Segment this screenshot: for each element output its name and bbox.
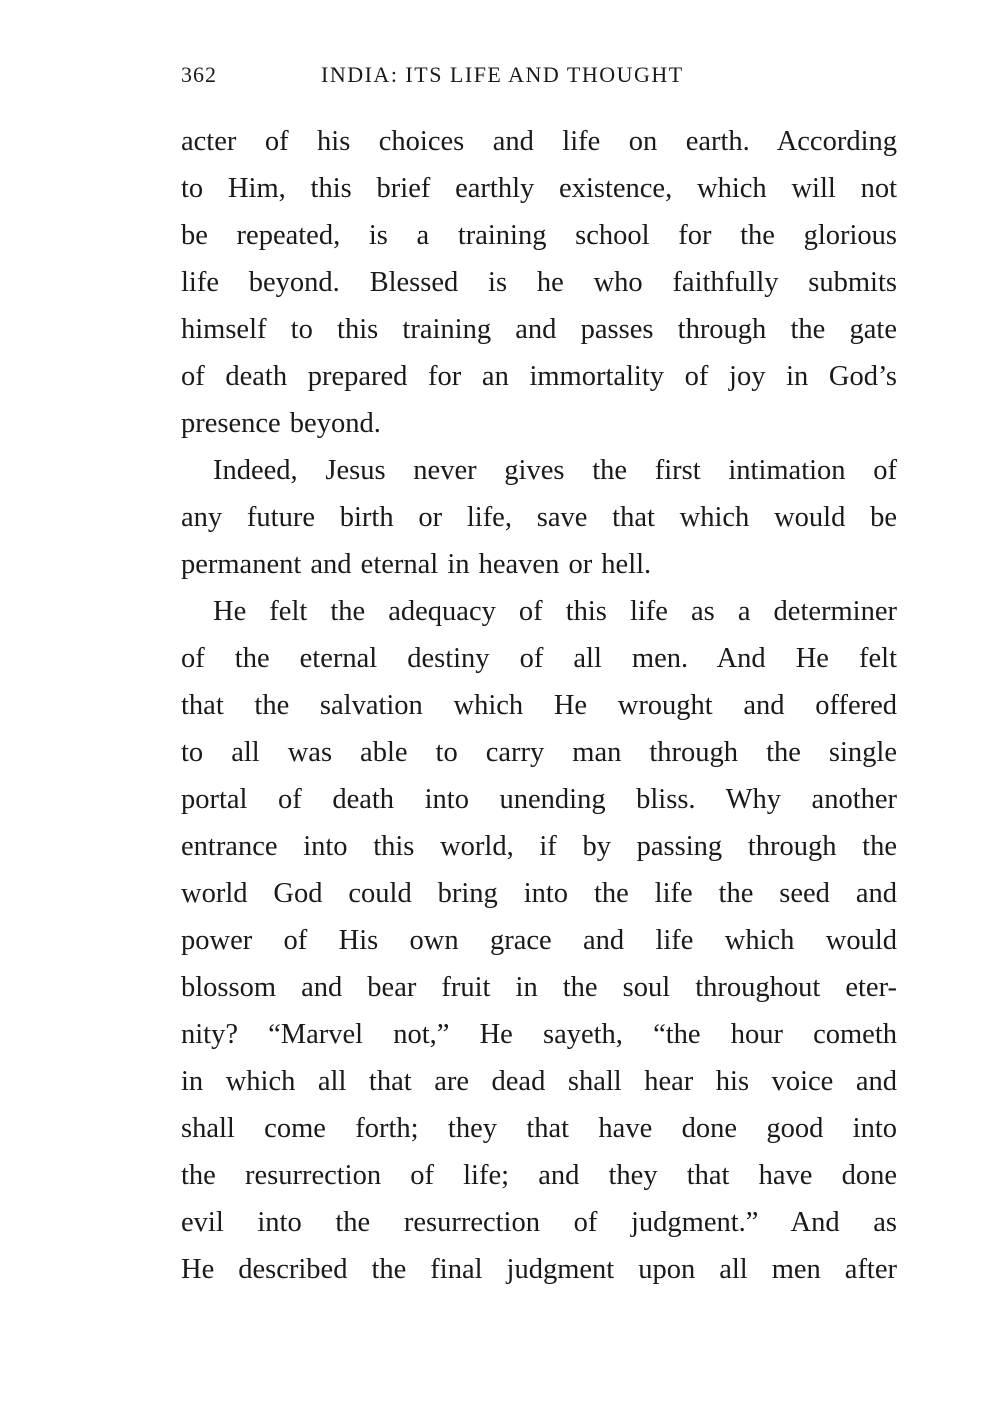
running-head (181, 62, 897, 96)
text-line: to Him, this brief earthly existence, which will not (181, 173, 897, 204)
page-number: 362 (181, 62, 217, 87)
text-line: that the salvation which He wrought and offered (181, 690, 897, 721)
running-title: INDIA: ITS LIFE AND THOUGHT (321, 62, 684, 87)
text-line: He described the final judgment upon all men after (181, 1254, 897, 1285)
text-line: Indeed, Jesus never gives the first intimation of (213, 455, 897, 486)
text-line: evil into the resurrection of judgment.” And as (181, 1207, 897, 1238)
text-line: world God could bring into the life the seed and (181, 878, 897, 909)
text-line: He felt the adequacy of this life as a determiner (213, 596, 897, 627)
paragraph (181, 447, 897, 588)
text-line: acter of his choices and life on earth. According (181, 126, 897, 157)
text-line: entrance into this world, if by passing through the (181, 831, 897, 862)
text-line: shall come forth; they that have done good into (181, 1113, 897, 1144)
text-line: power of His own grace and life which would (181, 925, 897, 956)
text-line: presence beyond. (181, 408, 381, 439)
paragraph (181, 588, 897, 1293)
text-line: permanent and eternal in heaven or hell. (181, 549, 652, 580)
text-line: blossom and bear fruit in the soul throughout eter- (181, 972, 897, 1003)
text-line: be repeated, is a training school for the glorious (181, 220, 897, 251)
text-line: portal of death into unending bliss. Why another (181, 784, 897, 815)
body-text (181, 118, 897, 1293)
text-line: nity? “Marvel not,” He sayeth, “the hour cometh (181, 1019, 897, 1050)
text-line: of death prepared for an immortality of joy in God’s (181, 361, 897, 392)
text-line: to all was able to carry man through the single (181, 737, 897, 768)
text-line: himself to this training and passes through the gate (181, 314, 897, 345)
text-line: life beyond. Blessed is he who faithfully submits (181, 267, 897, 298)
text-line: of the eternal destiny of all men. And He felt (181, 643, 897, 674)
text-line: the resurrection of life; and they that have done (181, 1160, 897, 1191)
text-line: any future birth or life, save that which would be (181, 502, 897, 533)
paragraph (181, 118, 897, 447)
text-line: in which all that are dead shall hear his voice and (181, 1066, 897, 1097)
